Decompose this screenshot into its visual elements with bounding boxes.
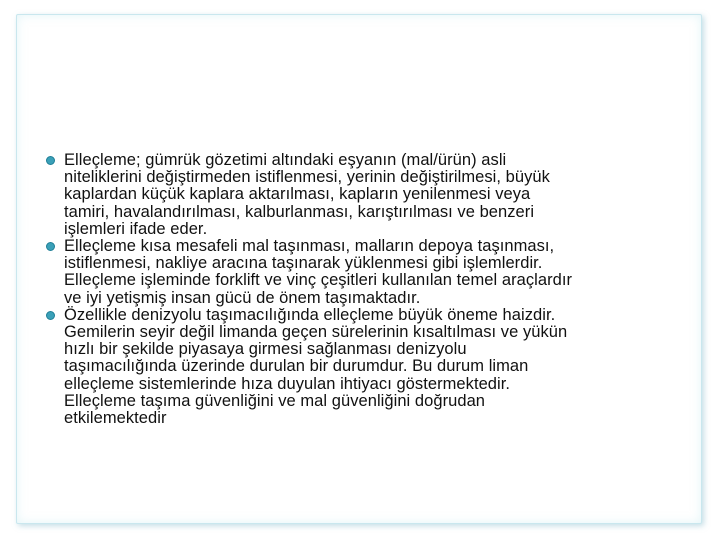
text-line: kaplardan küçük kaplara aktarılması, kapların yenilenmesi veya: [64, 185, 531, 204]
bullet-item-3: [46, 307, 686, 427]
text-line: istiflenmesi, nakliye aracına taşınarak yüklenmesi gibi işlemlerdir.: [64, 254, 543, 273]
bullet-item-2: [46, 238, 686, 307]
text-line: işlemleri ifade eder.: [64, 219, 208, 238]
bullet-list: [46, 152, 686, 427]
text-line: Elleçleme kısa mesafeli mal taşınması, malların depoya taşınması,: [64, 237, 555, 256]
text-line: Elleçleme işleminde forklift ve vinç çeşitleri kullanılan temel araçlardır: [64, 271, 573, 290]
bullet-dot-icon: [46, 156, 55, 165]
bullet-dot-icon: [46, 311, 55, 320]
text-line: niteliklerini değiştirmeden istiflenmesi, yerinin değiştirilmesi, büyük: [64, 168, 550, 187]
text-line: taşımacılığında üzerinde durulan bir durumdur. Bu durum liman: [64, 357, 529, 376]
text-line: elleçleme sistemlerinde hıza duyulan ihtiyacı göstermektedir.: [64, 374, 511, 393]
bullet-item-1: [46, 152, 686, 238]
text-line: Gemilerin seyir değil limanda geçen sürelerinin kısaltılması ve yükün: [64, 323, 568, 342]
text-line: tamiri, havalandırılması, kalburlanması, karıştırılması ve benzeri: [64, 202, 535, 221]
text-line: etkilemektedir: [64, 409, 167, 428]
text-line: ve iyi yetişmiş insan gücü de önem taşımaktadır.: [64, 288, 421, 307]
text-line: Özellikle denizyolu taşımacılığında elleçleme büyük öneme haizdir.: [64, 305, 556, 324]
text-line: Elleçleme; gümrük gözetimi altındaki eşyanın (mal/ürün) asli: [64, 151, 507, 169]
text-line: hızlı bir şekilde piyasaya girmesi sağlanması denizyolu: [64, 340, 467, 359]
bullet-dot-icon: [46, 242, 55, 251]
text-line: Elleçleme taşıma güvenliğini ve mal güvenliğini doğrudan: [64, 391, 486, 410]
